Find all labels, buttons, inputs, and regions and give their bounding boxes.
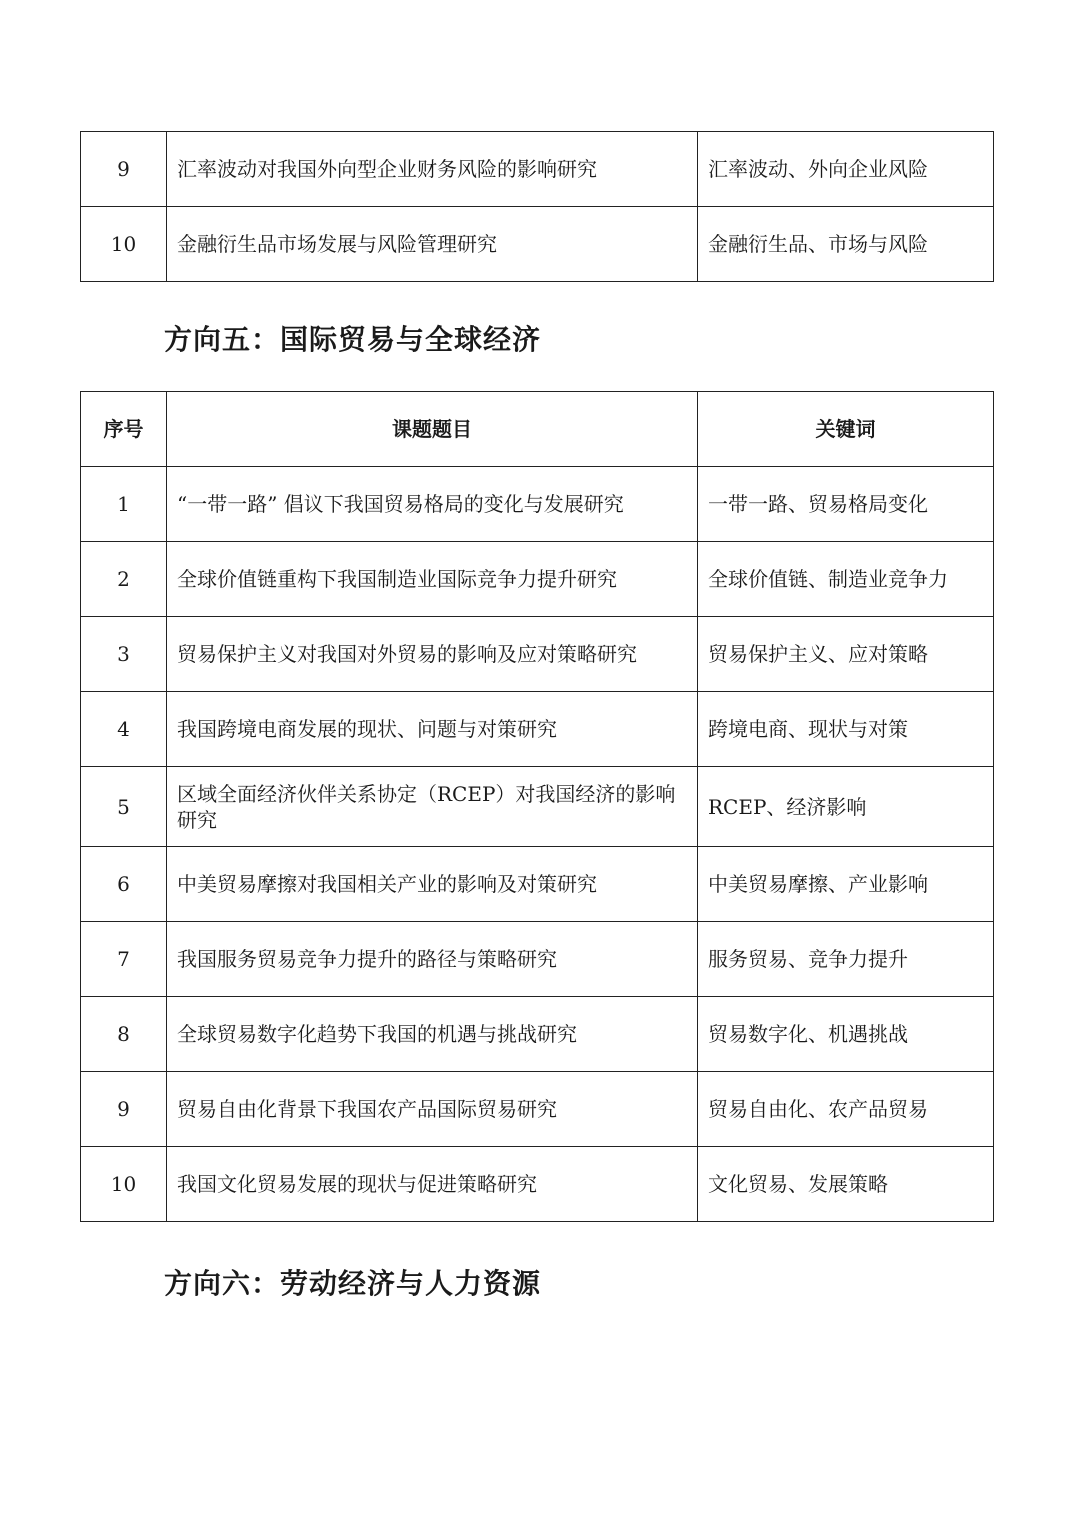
table-row (81, 467, 994, 542)
table-row (81, 1072, 994, 1147)
topic-title: 金融衍生品市场发展与风险管理研究 (167, 207, 698, 282)
row-number: 9 (81, 132, 167, 207)
topic-keywords: 汇率波动、外向企业风险 (698, 132, 994, 207)
topic-title: “一带一路” 倡议下我国贸易格局的变化与发展研究 (167, 467, 698, 542)
section-heading-5: 方向五：国际贸易与全球经济 (164, 323, 542, 356)
row-number: 5 (81, 767, 167, 847)
row-number: 8 (81, 997, 167, 1072)
table-row (81, 1147, 994, 1222)
table-row (81, 997, 994, 1072)
table-row (81, 132, 994, 207)
topic-keywords: 全球价值链、制造业竞争力 (698, 542, 994, 617)
table-row (81, 692, 994, 767)
topic-keywords: RCEP、经济影响 (698, 767, 994, 847)
topic-title: 汇率波动对我国外向型企业财务风险的影响研究 (167, 132, 698, 207)
row-number: 9 (81, 1072, 167, 1147)
row-number: 6 (81, 847, 167, 922)
header-number: 序号 (81, 392, 167, 467)
row-number: 4 (81, 692, 167, 767)
topic-title: 贸易保护主义对我国对外贸易的影响及应对策略研究 (167, 617, 698, 692)
topic-keywords: 文化贸易、发展策略 (698, 1147, 994, 1222)
topic-title: 我国跨境电商发展的现状、问题与对策研究 (167, 692, 698, 767)
table-row (81, 847, 994, 922)
header-keywords: 关键词 (698, 392, 994, 467)
row-number: 1 (81, 467, 167, 542)
row-number: 3 (81, 617, 167, 692)
row-number: 10 (81, 1147, 167, 1222)
table-row (81, 617, 994, 692)
table-header-row (81, 392, 994, 467)
topic-title: 全球贸易数字化趋势下我国的机遇与挑战研究 (167, 997, 698, 1072)
topic-keywords: 贸易保护主义、应对策略 (698, 617, 994, 692)
topic-title: 区域全面经济伙伴关系协定（RCEP）对我国经济的影响研究 (167, 767, 698, 847)
section-heading-6: 方向六：劳动经济与人力资源 (164, 1267, 542, 1300)
topics-table (80, 391, 994, 1222)
topic-keywords: 金融衍生品、市场与风险 (698, 207, 994, 282)
header-title: 课题题目 (167, 392, 698, 467)
topic-keywords: 贸易自由化、农产品贸易 (698, 1072, 994, 1147)
topic-keywords: 一带一路、贸易格局变化 (698, 467, 994, 542)
topic-keywords: 中美贸易摩擦、产业影响 (698, 847, 994, 922)
table-row (81, 542, 994, 617)
topic-title: 我国文化贸易发展的现状与促进策略研究 (167, 1147, 698, 1222)
topic-title: 贸易自由化背景下我国农产品国际贸易研究 (167, 1072, 698, 1147)
topic-title: 中美贸易摩擦对我国相关产业的影响及对策研究 (167, 847, 698, 922)
table-row (81, 767, 994, 847)
topic-title: 全球价值链重构下我国制造业国际竞争力提升研究 (167, 542, 698, 617)
row-number: 2 (81, 542, 167, 617)
topic-title: 我国服务贸易竞争力提升的路径与策略研究 (167, 922, 698, 997)
topic-keywords: 贸易数字化、机遇挑战 (698, 997, 994, 1072)
row-number: 10 (81, 207, 167, 282)
topic-keywords: 服务贸易、竞争力提升 (698, 922, 994, 997)
table-row (81, 922, 994, 997)
row-number: 7 (81, 922, 167, 997)
topic-keywords: 跨境电商、现状与对策 (698, 692, 994, 767)
table-row (81, 207, 994, 282)
continuation-table (80, 131, 994, 282)
